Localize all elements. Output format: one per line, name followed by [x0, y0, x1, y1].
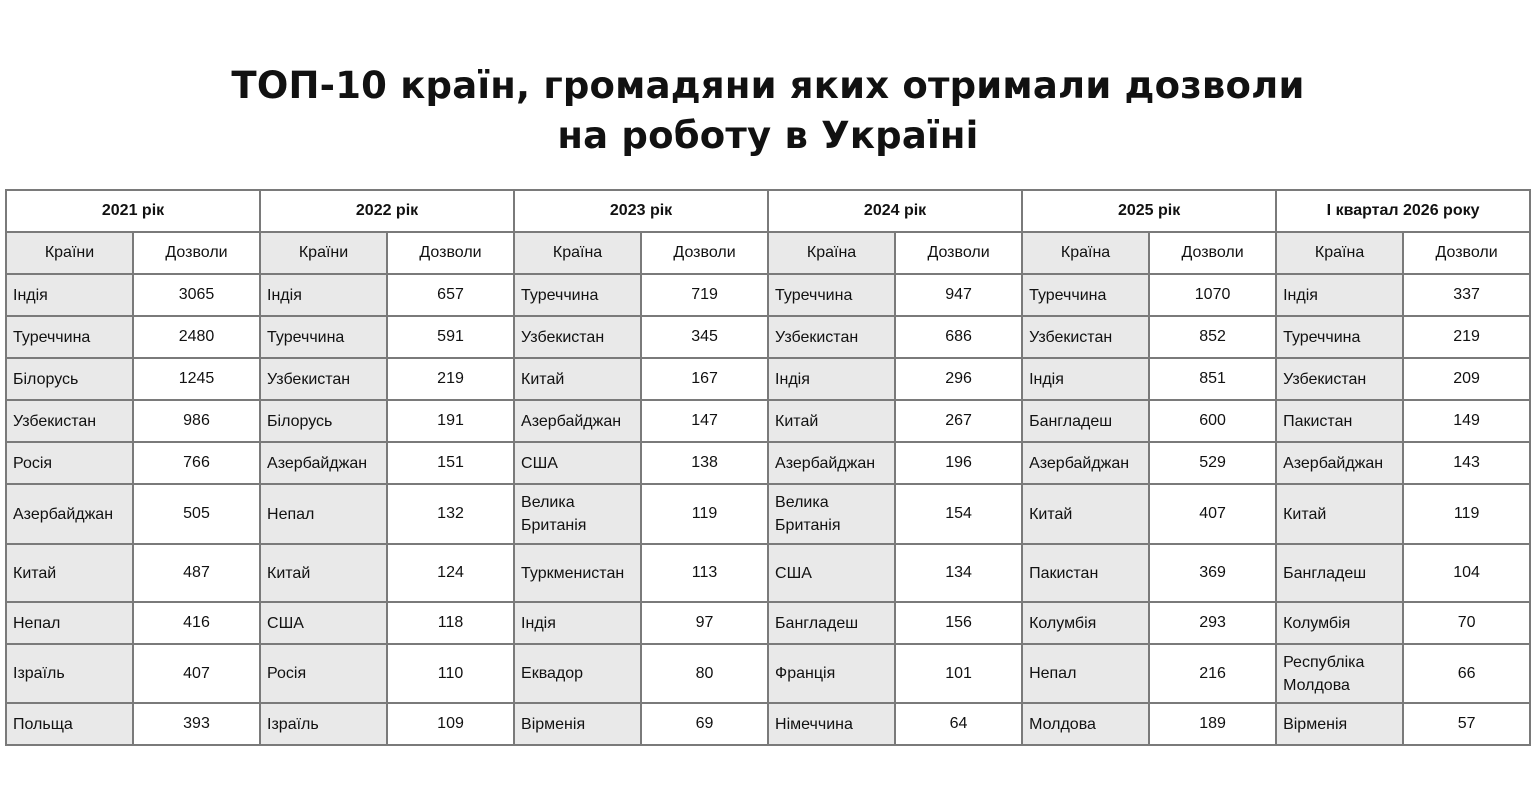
- table-row: [6, 602, 1530, 644]
- table-row: [6, 703, 1530, 745]
- permits-cell: 80: [641, 644, 768, 703]
- permits-column-header: Дозволи: [387, 232, 514, 274]
- country-cell: Китай: [768, 400, 895, 442]
- permits-cell: 109: [387, 703, 514, 745]
- permits-cell: 487: [133, 544, 260, 602]
- permits-cell: 1245: [133, 358, 260, 400]
- permits-cell: 851: [1149, 358, 1276, 400]
- country-column-header: Країни: [6, 232, 133, 274]
- country-cell: Індія: [260, 274, 387, 316]
- permits-cell: 154: [895, 484, 1022, 544]
- country-cell: Туреччина: [1022, 274, 1149, 316]
- permits-cell: 293: [1149, 602, 1276, 644]
- table-row: [6, 358, 1530, 400]
- country-cell: Велика Британія: [768, 484, 895, 544]
- country-column-header: Країна: [1022, 232, 1149, 274]
- table-body: [6, 274, 1530, 745]
- permits-cell: 66: [1403, 644, 1530, 703]
- country-cell: Туреччина: [768, 274, 895, 316]
- year-header-row: [6, 190, 1530, 232]
- country-column-header: Країни: [260, 232, 387, 274]
- permits-cell: 57: [1403, 703, 1530, 745]
- permits-cell: 191: [387, 400, 514, 442]
- country-cell: Пакистан: [1022, 544, 1149, 602]
- permits-cell: 118: [387, 602, 514, 644]
- country-cell: Азербайджан: [6, 484, 133, 544]
- country-cell: Бангладеш: [1022, 400, 1149, 442]
- page-title-line-1: ТОП-10 країн, громадяни яких отримали дозволи: [231, 63, 1305, 107]
- country-cell: Білорусь: [6, 358, 133, 400]
- permits-cell: 947: [895, 274, 1022, 316]
- country-cell: Азербайджан: [1022, 442, 1149, 484]
- country-cell: Росія: [260, 644, 387, 703]
- permits-column-header: Дозволи: [641, 232, 768, 274]
- country-column-header: Країна: [768, 232, 895, 274]
- permits-cell: 104: [1403, 544, 1530, 602]
- permits-cell: 766: [133, 442, 260, 484]
- country-cell: Німеччина: [768, 703, 895, 745]
- country-cell: Ізраїль: [260, 703, 387, 745]
- country-cell: Непал: [260, 484, 387, 544]
- permits-cell: 70: [1403, 602, 1530, 644]
- page-title: [0, 61, 1536, 161]
- country-cell: Узбекистан: [6, 400, 133, 442]
- permits-cell: 138: [641, 442, 768, 484]
- country-cell: Бангладеш: [768, 602, 895, 644]
- country-cell: Туреччина: [514, 274, 641, 316]
- country-cell: Китай: [514, 358, 641, 400]
- permits-cell: 209: [1403, 358, 1530, 400]
- country-cell: Китай: [260, 544, 387, 602]
- page-title-line-2: на роботу в Україні: [557, 113, 979, 157]
- permits-cell: 529: [1149, 442, 1276, 484]
- year-header: 2025 рік: [1022, 190, 1276, 232]
- permits-column-header: Дозволи: [1403, 232, 1530, 274]
- permits-cell: 64: [895, 703, 1022, 745]
- permits-cell: 3065: [133, 274, 260, 316]
- country-cell: Китай: [6, 544, 133, 602]
- country-cell: Білорусь: [260, 400, 387, 442]
- country-cell: Азербайджан: [768, 442, 895, 484]
- table-row: [6, 544, 1530, 602]
- country-cell: Індія: [1022, 358, 1149, 400]
- year-header: І квартал 2026 року: [1276, 190, 1530, 232]
- country-cell: Республіка Молдова: [1276, 644, 1403, 703]
- permits-table: [5, 189, 1531, 746]
- country-cell: Вірменія: [514, 703, 641, 745]
- country-cell: Китай: [1022, 484, 1149, 544]
- year-header: 2023 рік: [514, 190, 768, 232]
- permits-cell: 852: [1149, 316, 1276, 358]
- country-cell: Непал: [1022, 644, 1149, 703]
- permits-column-header: Дозволи: [1149, 232, 1276, 274]
- country-cell: Колумбія: [1022, 602, 1149, 644]
- permits-cell: 110: [387, 644, 514, 703]
- country-cell: Індія: [514, 602, 641, 644]
- country-cell: Непал: [6, 602, 133, 644]
- country-cell: Колумбія: [1276, 602, 1403, 644]
- permits-cell: 369: [1149, 544, 1276, 602]
- permits-cell: 167: [641, 358, 768, 400]
- country-cell: Азербайджан: [260, 442, 387, 484]
- permits-cell: 686: [895, 316, 1022, 358]
- permits-cell: 1070: [1149, 274, 1276, 316]
- country-cell: Узбекистан: [1022, 316, 1149, 358]
- permits-cell: 147: [641, 400, 768, 442]
- country-cell: Франція: [768, 644, 895, 703]
- permits-cell: 393: [133, 703, 260, 745]
- permits-cell: 337: [1403, 274, 1530, 316]
- table-row: [6, 316, 1530, 358]
- country-cell: Туркменистан: [514, 544, 641, 602]
- permits-cell: 267: [895, 400, 1022, 442]
- permits-cell: 119: [1403, 484, 1530, 544]
- permits-cell: 296: [895, 358, 1022, 400]
- permits-cell: 189: [1149, 703, 1276, 745]
- country-cell: Індія: [6, 274, 133, 316]
- table-row: [6, 442, 1530, 484]
- country-cell: США: [768, 544, 895, 602]
- table-row: [6, 484, 1530, 544]
- permits-cell: 101: [895, 644, 1022, 703]
- permits-column-header: Дозволи: [895, 232, 1022, 274]
- permits-cell: 132: [387, 484, 514, 544]
- permits-cell: 113: [641, 544, 768, 602]
- country-cell: Молдова: [1022, 703, 1149, 745]
- country-cell: Індія: [768, 358, 895, 400]
- country-cell: Китай: [1276, 484, 1403, 544]
- permits-cell: 149: [1403, 400, 1530, 442]
- permits-cell: 156: [895, 602, 1022, 644]
- country-cell: Азербайджан: [514, 400, 641, 442]
- permits-cell: 119: [641, 484, 768, 544]
- permits-cell: 219: [387, 358, 514, 400]
- permits-cell: 505: [133, 484, 260, 544]
- country-cell: Узбекистан: [260, 358, 387, 400]
- country-cell: Узбекистан: [1276, 358, 1403, 400]
- permits-cell: 416: [133, 602, 260, 644]
- permits-cell: 591: [387, 316, 514, 358]
- country-cell: Туреччина: [260, 316, 387, 358]
- year-header: 2022 рік: [260, 190, 514, 232]
- permits-cell: 2480: [133, 316, 260, 358]
- country-cell: Ізраїль: [6, 644, 133, 703]
- country-cell: Велика Британія: [514, 484, 641, 544]
- country-cell: Польща: [6, 703, 133, 745]
- country-column-header: Країна: [514, 232, 641, 274]
- permits-cell: 986: [133, 400, 260, 442]
- country-cell: Туреччина: [6, 316, 133, 358]
- permits-cell: 657: [387, 274, 514, 316]
- country-cell: США: [260, 602, 387, 644]
- country-cell: Пакистан: [1276, 400, 1403, 442]
- country-cell: США: [514, 442, 641, 484]
- permits-cell: 216: [1149, 644, 1276, 703]
- permits-column-header: Дозволи: [133, 232, 260, 274]
- country-cell: Бангладеш: [1276, 544, 1403, 602]
- year-header: 2024 рік: [768, 190, 1022, 232]
- permits-cell: 407: [1149, 484, 1276, 544]
- year-header: 2021 рік: [6, 190, 260, 232]
- country-cell: Росія: [6, 442, 133, 484]
- country-column-header: Країна: [1276, 232, 1403, 274]
- table-row: [6, 274, 1530, 316]
- column-header-row: [6, 232, 1530, 274]
- permits-cell: 97: [641, 602, 768, 644]
- permits-cell: 134: [895, 544, 1022, 602]
- table-row: [6, 400, 1530, 442]
- permits-cell: 600: [1149, 400, 1276, 442]
- country-cell: Індія: [1276, 274, 1403, 316]
- country-cell: Туреччина: [1276, 316, 1403, 358]
- permits-cell: 124: [387, 544, 514, 602]
- permits-cell: 143: [1403, 442, 1530, 484]
- country-cell: Вірменія: [1276, 703, 1403, 745]
- permits-cell: 196: [895, 442, 1022, 484]
- table-row: [6, 644, 1530, 703]
- permits-cell: 219: [1403, 316, 1530, 358]
- permits-cell: 69: [641, 703, 768, 745]
- permits-cell: 151: [387, 442, 514, 484]
- country-cell: Узбекистан: [768, 316, 895, 358]
- permits-cell: 345: [641, 316, 768, 358]
- country-cell: Азербайджан: [1276, 442, 1403, 484]
- country-cell: Узбекистан: [514, 316, 641, 358]
- permits-cell: 719: [641, 274, 768, 316]
- country-cell: Еквадор: [514, 644, 641, 703]
- permits-cell: 407: [133, 644, 260, 703]
